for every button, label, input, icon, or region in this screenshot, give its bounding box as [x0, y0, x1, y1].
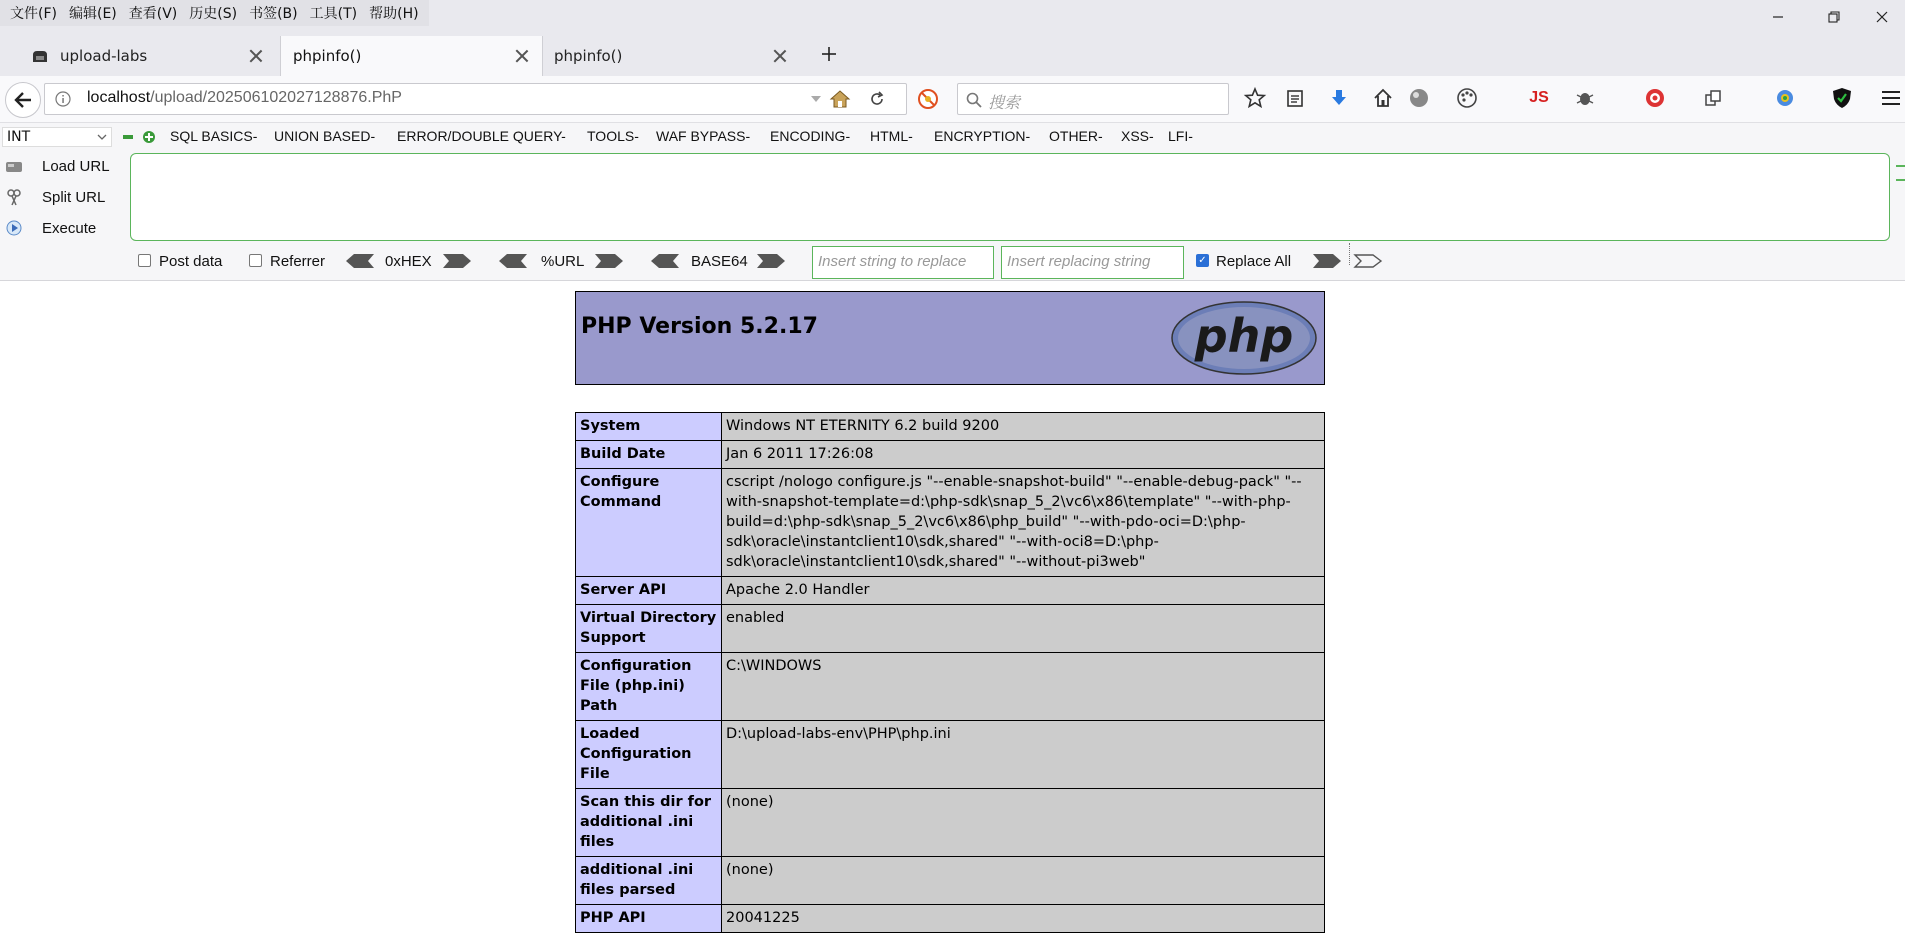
translate-icon — [1774, 87, 1796, 109]
shield-icon — [1832, 87, 1852, 109]
left-arrow-icon — [346, 254, 374, 268]
download-arrow-icon — [1329, 88, 1349, 108]
execute-label: Execute — [42, 219, 97, 237]
star-icon — [1244, 87, 1266, 109]
back-button[interactable] — [5, 82, 41, 118]
copy-button[interactable] — [1700, 85, 1726, 111]
downloads-button[interactable] — [1326, 85, 1352, 111]
left-arrow-icon — [499, 254, 527, 268]
table-row — [576, 605, 1325, 653]
php-info-table — [575, 412, 1325, 933]
tab-label: upload-labs — [60, 47, 148, 65]
menu-bookmarks[interactable]: 书签(B) — [249, 6, 298, 22]
home-button[interactable] — [1370, 85, 1396, 111]
minimize-icon — [1772, 11, 1784, 23]
block-script-icon[interactable] — [917, 88, 939, 110]
post-data-label: Post data — [159, 253, 223, 270]
menu-edit[interactable]: 编辑(E) — [68, 6, 117, 22]
split-url-button[interactable] — [4, 184, 116, 210]
replace-placeholder: Insert string to replace — [818, 253, 967, 270]
plus-icon — [821, 46, 837, 62]
base64-label: BASE64 — [691, 253, 748, 270]
tab-favicon-icon — [30, 48, 50, 64]
right-arrow-icon — [595, 254, 623, 268]
tab-label: phpinfo() — [554, 47, 623, 65]
bug-icon — [1574, 87, 1596, 109]
menu-button[interactable] — [1878, 85, 1904, 111]
table-row — [576, 789, 1325, 857]
info-icon[interactable] — [55, 91, 71, 107]
replace-all-label: Replace All — [1216, 253, 1292, 270]
replacing-string-input[interactable] — [1001, 246, 1184, 279]
shield-button[interactable] — [1829, 85, 1855, 111]
right-arrow-outline-icon — [1354, 254, 1382, 268]
right-arrow-icon — [1313, 254, 1341, 268]
js-toggle-button[interactable] — [1526, 85, 1552, 111]
hex-decode-button[interactable] — [346, 254, 374, 268]
translate-button[interactable] — [1772, 85, 1798, 111]
row-key: Server API — [576, 577, 722, 605]
table-row — [576, 653, 1325, 721]
hamburger-icon — [1881, 89, 1901, 107]
post-data-checkbox[interactable] — [138, 254, 151, 267]
row-value: cscript /nologo configure.js "--enable-snapshot-build" "--enable-debug-pack" "--with-snapshot-template=d:\php-sdk\snap_5_2\vc6\x86\template" "--with-php-build=d:\php-sdk\snap_5_2\vc6\x86\php_build" "--with-pdo-oci=D:\php-sdk\oracle\instantclient10\sdk,shared" "--with-oci8=D:\php-sdk\oracle\instantclient10\sdk,shared" "--without-pi3web" — [722, 469, 1325, 577]
reload-icon[interactable] — [869, 91, 885, 107]
search-box[interactable] — [957, 83, 1229, 115]
tab-upload-labs[interactable] — [20, 36, 276, 76]
row-key: Loaded Configuration File — [576, 721, 722, 789]
bookmark-star-button[interactable] — [1242, 85, 1268, 111]
search-icon — [966, 92, 982, 108]
row-value: (none) — [722, 789, 1325, 857]
plus-icon[interactable] — [142, 130, 156, 144]
clipboard-icon — [1285, 88, 1305, 108]
chevron-down-icon — [97, 134, 107, 140]
restore-icon — [1828, 11, 1840, 23]
new-tab-button[interactable] — [815, 40, 843, 68]
menu-list — [0, 0, 429, 26]
table-row — [576, 469, 1325, 577]
close-icon — [1876, 11, 1888, 23]
referrer-checkbox[interactable] — [249, 254, 262, 267]
load-url-icon — [4, 157, 24, 175]
menu-history[interactable]: 历史(S) — [189, 6, 238, 22]
globe-icon — [1408, 87, 1430, 109]
url-path: /upload/202506102027128876.PhP — [150, 89, 402, 106]
addon-globe-button[interactable] — [1406, 85, 1432, 111]
menu-tools[interactable]: 工具(T) — [309, 6, 358, 22]
php-version-header — [575, 291, 1325, 385]
copy-icon — [1703, 88, 1723, 108]
row-key: Configuration File (php.ini) Path — [576, 653, 722, 721]
row-value: Jan 6 2011 17:26:08 — [722, 441, 1325, 469]
url-host: localhost — [87, 89, 151, 106]
php-version-title: PHP Version 5.2.17 — [581, 314, 818, 339]
php-logo — [1170, 300, 1318, 376]
row-value: C:\WINDOWS — [722, 653, 1325, 721]
execute-icon — [4, 219, 24, 237]
menu-tools[interactable]: TOOLS- — [587, 128, 639, 144]
menu-lfi[interactable]: LFI- — [1168, 128, 1193, 144]
hackbar-panel — [0, 123, 1905, 281]
minus-icon[interactable] — [122, 133, 134, 141]
menu-bar — [0, 0, 1905, 26]
url-bar[interactable] — [44, 83, 907, 115]
menu-error-double-query[interactable]: ERROR/DOUBLE QUERY- — [397, 128, 566, 144]
menu-union-based[interactable]: UNION BASED- — [274, 128, 376, 144]
row-value: 20041225 — [722, 905, 1325, 933]
target-icon — [1644, 87, 1666, 109]
table-row — [576, 857, 1325, 905]
right-arrow-icon — [443, 254, 471, 268]
home-icon — [1373, 88, 1393, 108]
row-value: enabled — [722, 605, 1325, 653]
split-url-label: Split URL — [42, 188, 106, 206]
menu-sql-basics[interactable]: SQL BASICS- — [170, 128, 258, 144]
nav-bar — [0, 76, 1905, 123]
execute-button[interactable] — [4, 215, 116, 241]
palette-icon — [1456, 87, 1478, 109]
bug-button[interactable] — [1572, 85, 1598, 111]
php-logo-text: php — [1194, 309, 1294, 363]
page-content — [0, 281, 1905, 926]
row-key: Build Date — [576, 441, 722, 469]
row-value: (none) — [722, 857, 1325, 905]
tab-close-icon[interactable] — [248, 48, 264, 64]
js-label: JS — [1529, 89, 1549, 106]
base64-encode-button[interactable] — [757, 254, 785, 268]
menu-help[interactable]: 帮助(H) — [369, 6, 419, 22]
hackbar-toggle-button[interactable] — [1642, 85, 1668, 111]
replace-string-input[interactable] — [812, 246, 994, 279]
menu-encoding[interactable]: ENCODING- — [770, 128, 851, 144]
table-row — [576, 413, 1325, 441]
url-decode-button[interactable] — [499, 254, 527, 268]
search-placeholder: 搜索 — [988, 93, 1021, 112]
row-key: Virtual Directory Support — [576, 605, 722, 653]
table-row — [576, 721, 1325, 789]
replace-apply-all-button[interactable] — [1354, 254, 1382, 268]
menu-other[interactable]: OTHER- — [1049, 128, 1103, 144]
url-dropdown-icon[interactable] — [811, 96, 821, 102]
tab-label: phpinfo() — [293, 47, 362, 65]
menu-encryption[interactable]: ENCRYPTION- — [934, 128, 1031, 144]
menu-file[interactable]: 文件(F) — [10, 6, 57, 22]
tab-phpinfo[interactable] — [544, 36, 800, 76]
split-url-icon — [4, 188, 24, 206]
url-encode-button[interactable] — [595, 254, 623, 268]
back-arrow-icon — [14, 92, 32, 108]
table-row — [576, 441, 1325, 469]
menu-view[interactable]: 查看(V) — [128, 6, 178, 22]
tab-phpinfo-active[interactable] — [280, 36, 543, 76]
load-url-label: Load URL — [42, 157, 110, 175]
reading-list-button[interactable] — [1282, 85, 1308, 111]
home-page-icon[interactable] — [829, 89, 851, 109]
row-key: Scan this dir for additional .ini files — [576, 789, 722, 857]
tab-bar — [0, 26, 1905, 76]
table-row — [576, 905, 1325, 933]
url-textarea[interactable] — [130, 153, 1890, 241]
right-arrow-icon — [757, 254, 785, 268]
row-value: Apache 2.0 Handler — [722, 577, 1325, 605]
menu-html[interactable]: HTML- — [870, 128, 913, 144]
tab-close-icon[interactable] — [772, 48, 788, 64]
select-value: INT — [7, 129, 31, 145]
hex-label: 0xHEX — [385, 253, 432, 270]
replace-all-checkbox[interactable]: ✓ — [1196, 254, 1209, 267]
table-row — [576, 577, 1325, 605]
row-key: PHP API — [576, 905, 722, 933]
row-key: additional .ini files parsed — [576, 857, 722, 905]
base64-decode-button[interactable] — [651, 254, 679, 268]
menu-xss[interactable]: XSS- — [1121, 128, 1154, 144]
url-encode-label: %URL — [541, 253, 585, 270]
load-url-button[interactable] — [4, 153, 116, 179]
hex-encode-button[interactable] — [443, 254, 471, 268]
scroll-handle-icon[interactable] — [1896, 163, 1905, 185]
replace-apply-button[interactable] — [1313, 254, 1341, 268]
toolbar-separator — [1349, 243, 1351, 265]
row-key: Configure Command — [576, 469, 722, 577]
referrer-label: Referrer — [270, 253, 326, 270]
replacing-placeholder: Insert replacing string — [1007, 253, 1151, 270]
tab-close-icon[interactable] — [514, 48, 530, 64]
row-key: System — [576, 413, 722, 441]
palette-button[interactable] — [1454, 85, 1480, 111]
row-value: Windows NT ETERNITY 6.2 build 9200 — [722, 413, 1325, 441]
menu-waf-bypass[interactable]: WAF BYPASS- — [656, 128, 751, 144]
url-text[interactable] — [87, 89, 402, 107]
injection-type-select[interactable] — [2, 127, 112, 147]
row-value: D:\upload-labs-env\PHP\php.ini — [722, 721, 1325, 789]
left-arrow-icon — [651, 254, 679, 268]
